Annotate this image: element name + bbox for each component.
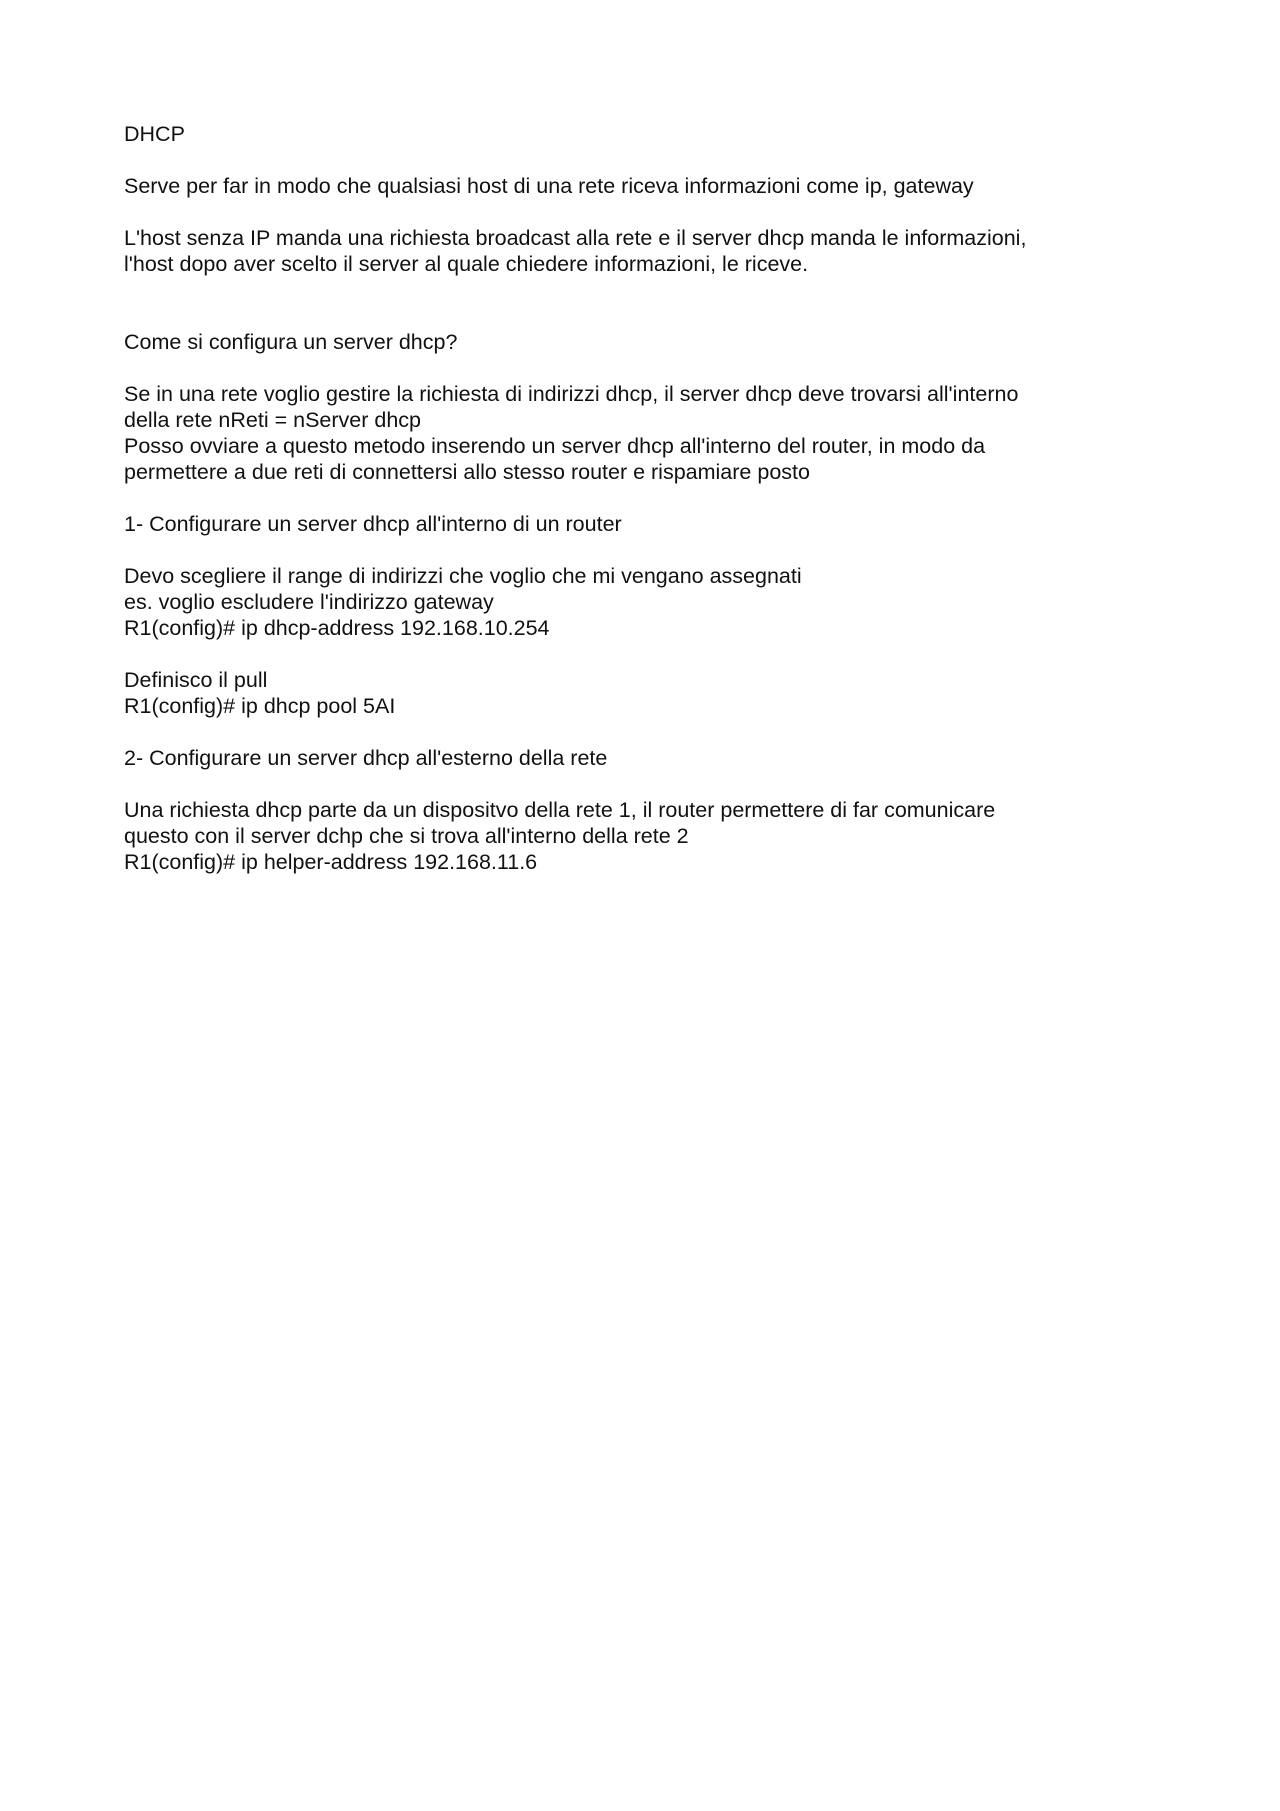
paragraph-line: Posso ovviare a questo metodo inserendo un server dhcp all'interno del router, in modo da [124, 434, 986, 458]
document-title: DHCP [124, 122, 185, 146]
command-line: R1(config)# ip dhcp-address 192.168.10.254 [124, 616, 550, 640]
section-heading: 1- Configurare un server dhcp all'interno di un router [124, 512, 622, 536]
command-line: R1(config)# ip dhcp pool 5AI [124, 694, 396, 718]
paragraph-line: questo con il server dchp che si trova all'interno della rete 2 [124, 824, 689, 848]
section-heading: 2- Configurare un server dhcp all'esterno della rete [124, 746, 608, 770]
paragraph-line: permettere a due reti di connettersi allo stesso router e rispamiare posto [124, 460, 810, 484]
paragraph-line: Definisco il pull [124, 668, 268, 692]
paragraph-line: Se in una rete voglio gestire la richiesta di indirizzi dhcp, il server dhcp deve trovarsi all'interno [124, 382, 1019, 406]
paragraph-line: della rete nReti = nServer dhcp [124, 408, 421, 432]
paragraph-line: l'host dopo aver scelto il server al quale chiedere informazioni, le riceve. [124, 252, 809, 276]
command-line: R1(config)# ip helper-address 192.168.11.6 [124, 850, 538, 874]
paragraph-line: Devo scegliere il range di indirizzi che voglio che mi vengano assegnati [124, 564, 802, 588]
paragraph-line: Serve per far in modo che qualsiasi host di una rete riceva informazioni come ip, gateway [124, 174, 974, 198]
paragraph-line: es. voglio escludere l'indirizzo gateway [124, 590, 494, 614]
section-heading: Come si configura un server dhcp? [124, 330, 458, 354]
paragraph-line: Una richiesta dhcp parte da un dispositvo della rete 1, il router permettere di far comunicare [124, 798, 996, 822]
paragraph-line: L'host senza IP manda una richiesta broadcast alla rete e il server dhcp manda le informazioni, [124, 226, 1027, 250]
